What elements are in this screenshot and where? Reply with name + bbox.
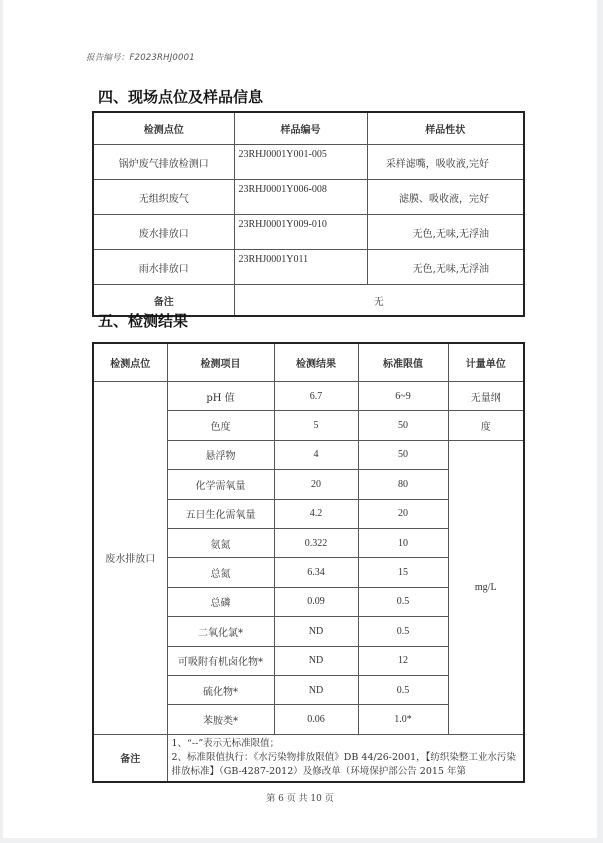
remark-value: 无 [234,285,524,317]
test-item: 化学需氧量 [167,470,274,499]
test-item: 氨氮 [167,528,274,557]
test-result: ND [274,617,358,646]
remark-label: 备注 [93,734,167,782]
table-row [93,215,524,250]
standard-limit: 15 [358,558,448,587]
section-title-sampling-info: 四、现场点位及样品信息 [98,88,264,106]
remark-notes [167,734,524,782]
remark-label: 备注 [93,285,234,317]
sampling-point: 雨水排放口 [93,250,234,285]
standard-limit: 10 [358,528,448,557]
standard-limit: 50 [358,411,448,440]
table-header-row [93,112,524,145]
test-result: 20 [274,470,358,499]
section-title-results: 五、检测结果 [98,312,189,330]
column-header: 检测点位 [93,112,234,145]
table-header-row [93,343,524,382]
test-result: 6.34 [274,558,358,587]
table-row [93,145,524,180]
sampling-info-table [92,111,525,317]
standard-limit: 0.5 [358,675,448,704]
unit: mg/L [448,440,524,734]
test-item: pH 值 [167,382,274,411]
test-result: 0.322 [274,528,358,557]
remark-line: 2、标准限值执行：《水污染物排放限值》DB 44/26-2001，【纺织染整工业水污染排放标准】（GB-4287-2012）及修改单（环境保护部公告 2015 年第 [171,751,516,777]
remark-line: 1、“--”表示无标准限值； [171,737,280,749]
unit: 度 [448,411,524,440]
results-table [92,342,525,783]
test-item: 悬浮物 [167,440,274,469]
column-header: 检测项目 [167,343,274,382]
sample-id: 23RHJ0001Y006-008 [234,180,367,215]
document-page [3,0,597,838]
sample-description: 无色,无味,无浮油 [367,215,524,250]
test-result: 4.2 [274,499,358,528]
test-result: 0.09 [274,587,358,616]
remark-row [93,734,524,782]
unit: 无量纲 [448,382,524,411]
table-row [93,180,524,215]
table-row [93,250,524,285]
column-header: 标准限值 [358,343,448,382]
test-item: 总氮 [167,558,274,587]
table-row [93,382,524,411]
test-item: 总磷 [167,587,274,616]
test-result: 6.7 [274,382,358,411]
standard-limit: 12 [358,646,448,675]
test-result: ND [274,646,358,675]
column-header: 样品性状 [367,112,524,145]
test-item: 苯胺类* [167,705,274,734]
sample-id: 23RHJ0001Y001-005 [234,145,367,180]
page-number: 第 6 页 共 10 页 [266,794,334,804]
sampling-point: 无组织废气 [93,180,234,215]
sample-id: 23RHJ0001Y009-010 [234,215,367,250]
test-result: 4 [274,440,358,469]
test-item: 硫化物* [167,675,274,704]
standard-limit: 20 [358,499,448,528]
test-item: 五日生化需氧量 [167,499,274,528]
sample-description: 无色,无味,无浮油 [367,250,524,285]
column-header: 样品编号 [234,112,367,145]
standard-limit: 0.5 [358,617,448,646]
test-item: 可吸附有机卤化物* [167,646,274,675]
sample-id: 23RHJ0001Y011 [234,250,367,285]
test-item: 二氧化氯* [167,617,274,646]
sample-description: 滤膜、吸收液，完好 [367,180,524,215]
standard-limit: 50 [358,440,448,469]
column-header: 检测点位 [93,343,167,382]
test-item: 色度 [167,411,274,440]
test-result: ND [274,675,358,704]
sampling-point: 锅炉废气排放检测口 [93,145,234,180]
sampling-point: 废水排放口 [93,215,234,250]
sampling-point: 废水排放口 [93,382,167,735]
standard-limit: 80 [358,470,448,499]
standard-limit: 1.0* [358,705,448,734]
standard-limit: 6~9 [358,382,448,411]
sample-description: 采样滤嘴，吸收液,完好 [367,145,524,180]
report-number: 报告编号：F2023RHJ0001 [86,53,195,63]
test-result: 0.06 [274,705,358,734]
test-result: 5 [274,411,358,440]
standard-limit: 0.5 [358,587,448,616]
column-header: 计量单位 [448,343,524,382]
column-header: 检测结果 [274,343,358,382]
